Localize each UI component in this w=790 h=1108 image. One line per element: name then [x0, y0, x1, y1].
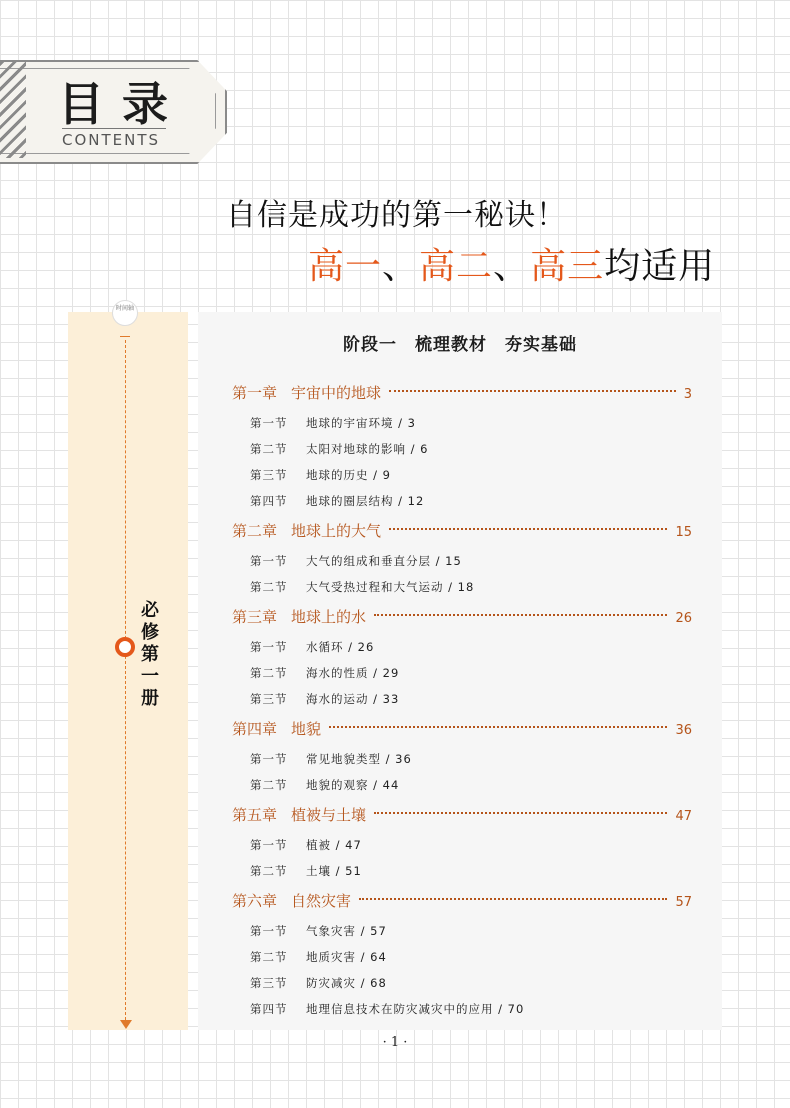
section-title: 气象灾害 / 57 [306, 924, 387, 938]
timeline-cap: 时间轴 [112, 300, 138, 326]
section-number: 第一节 [250, 554, 288, 568]
section-row[interactable] [232, 660, 692, 686]
chapter-title: 地球上的大气 [291, 522, 382, 540]
section-number: 第一节 [250, 640, 288, 654]
page-subtitle: CONTENTS [62, 128, 166, 149]
section-number: 第二节 [250, 580, 288, 594]
section-number: 第二节 [250, 950, 288, 964]
slogan-part: 、 [382, 246, 420, 287]
header-stripes [0, 62, 26, 158]
slogan-part: 高二 [419, 246, 494, 287]
chapter-number: 第六章 [232, 892, 278, 910]
section-number: 第一节 [250, 752, 288, 766]
page-number: · 1 · [382, 1035, 408, 1050]
chapter-row[interactable] [232, 714, 692, 744]
section-row[interactable] [232, 832, 692, 858]
chapter-title: 自然灾害 [291, 892, 352, 910]
section-number: 第一节 [250, 924, 288, 938]
section-title: 地貌的观察 / 44 [306, 778, 400, 792]
chapter-page: 3 [683, 387, 692, 402]
timeline-dot-icon [115, 637, 135, 657]
chapter-page: 15 [675, 525, 692, 540]
section-title: 太阳对地球的影响 / 6 [306, 442, 429, 456]
section-number: 第一节 [250, 838, 288, 852]
chapter-page: 47 [675, 809, 692, 824]
section-row[interactable] [232, 996, 692, 1022]
toc-list [232, 378, 692, 1024]
chapter-leader-dots [389, 390, 676, 392]
chapter-leader-dots [329, 726, 667, 728]
chapter-title: 植被与土壤 [291, 806, 367, 824]
section-row[interactable] [232, 410, 692, 436]
section-row[interactable] [232, 574, 692, 600]
section-title: 防灾减灾 / 68 [306, 976, 387, 990]
slogan-part: 高三 [530, 246, 605, 287]
section-number: 第三节 [250, 976, 288, 990]
timeline-arrow-icon [120, 1020, 132, 1029]
chapter-page: 57 [675, 895, 692, 910]
section-row[interactable] [232, 772, 692, 798]
section-title: 水循环 / 26 [306, 640, 375, 654]
section-row[interactable] [232, 858, 692, 884]
section-number: 第二节 [250, 666, 288, 680]
section-row[interactable] [232, 918, 692, 944]
section-number: 第二节 [250, 778, 288, 792]
section-title: 地球的宇宙环境 / 3 [306, 416, 417, 430]
chapter-leader-dots [374, 812, 667, 814]
section-title: 大气受热过程和大气运动 / 18 [306, 580, 475, 594]
chapter-title: 宇宙中的地球 [291, 384, 382, 402]
section-number: 第一节 [250, 416, 288, 430]
section-row[interactable] [232, 548, 692, 574]
timeline-line [125, 340, 126, 1020]
chapter-number: 第二章 [232, 522, 278, 540]
stage-title: 阶段一 梳理教材 夯实基础 [343, 335, 577, 355]
slogan-part: 、 [493, 246, 531, 287]
chapter-row[interactable] [232, 516, 692, 546]
section-row[interactable] [232, 634, 692, 660]
chapter-number: 第三章 [232, 608, 278, 626]
chapter-row[interactable] [232, 602, 692, 632]
section-number: 第三节 [250, 692, 288, 706]
chapter-title: 地球上的水 [291, 608, 367, 626]
section-row[interactable] [232, 462, 692, 488]
slogan-part: 均适用 [604, 246, 716, 287]
timeline-tick [120, 336, 130, 337]
chapter-number: 第五章 [232, 806, 278, 824]
section-row[interactable] [232, 970, 692, 996]
chapter-page: 26 [675, 611, 692, 626]
section-number: 第二节 [250, 442, 288, 456]
section-row[interactable] [232, 436, 692, 462]
section-title: 地理信息技术在防灾减灾中的应用 / 70 [306, 1002, 525, 1016]
timeline-bar [68, 312, 188, 1030]
section-row[interactable] [232, 746, 692, 772]
chapter-number: 第四章 [232, 720, 278, 738]
section-title: 海水的运动 / 33 [306, 692, 400, 706]
section-number: 第四节 [250, 494, 288, 508]
chapter-leader-dots [359, 898, 667, 900]
chapter-leader-dots [389, 528, 667, 530]
slogan-part: 高一 [308, 246, 383, 287]
chapter-number: 第一章 [232, 384, 278, 402]
volume-label: 必修第一册 [141, 600, 159, 709]
section-number: 第三节 [250, 468, 288, 482]
chapter-row[interactable] [232, 800, 692, 830]
chapter-title: 地貌 [291, 720, 322, 738]
section-title: 常见地貌类型 / 36 [306, 752, 412, 766]
chapter-row[interactable] [232, 378, 692, 408]
section-title: 海水的性质 / 29 [306, 666, 400, 680]
slogan-line-1: 自信是成功的第一秘诀！ [226, 198, 567, 233]
chapter-row[interactable] [232, 886, 692, 916]
section-title: 地质灾害 / 64 [306, 950, 387, 964]
section-row[interactable] [232, 488, 692, 514]
section-title: 土壤 / 51 [306, 864, 362, 878]
page-title: 目录 [58, 77, 186, 131]
chapter-leader-dots [374, 614, 667, 616]
section-row[interactable] [232, 944, 692, 970]
chapter-page: 36 [675, 723, 692, 738]
section-title: 地球的历史 / 9 [306, 468, 392, 482]
slogan-line-2 [308, 238, 715, 289]
section-number: 第四节 [250, 1002, 288, 1016]
section-title: 大气的组成和垂直分层 / 15 [306, 554, 462, 568]
section-title: 地球的圈层结构 / 12 [306, 494, 425, 508]
section-number: 第二节 [250, 864, 288, 878]
section-title: 植被 / 47 [306, 838, 362, 852]
section-row[interactable] [232, 686, 692, 712]
